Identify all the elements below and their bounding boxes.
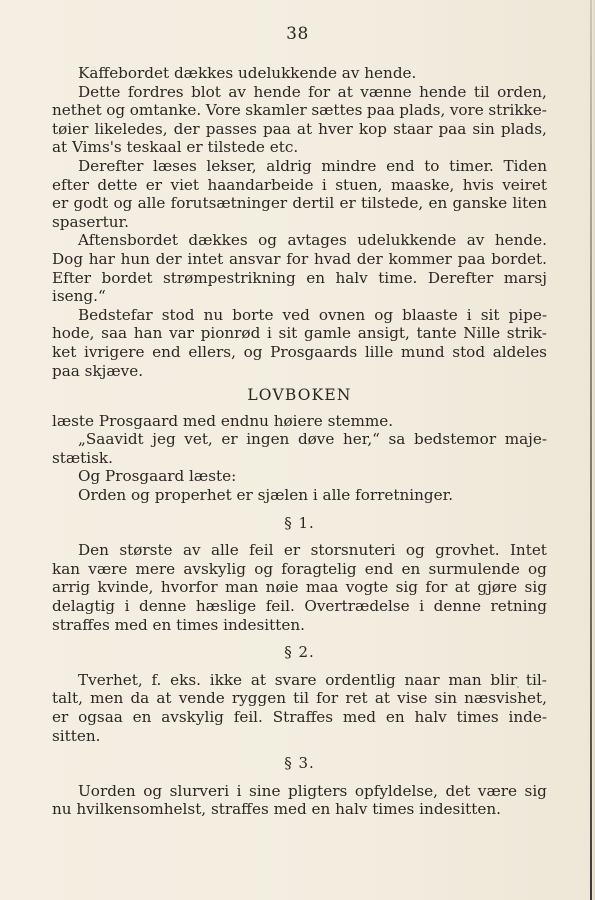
- text-block-1: [52, 64, 547, 380]
- text-line: Den største av alle feil er storsnuteri og grovhet. Intet: [78, 541, 547, 560]
- page-number: 38: [286, 24, 309, 44]
- text-block-2: [52, 412, 547, 505]
- text-line: at Vims's teskaal er tilstede etc.: [52, 138, 299, 157]
- text-line: straffes med en times indesitten.: [52, 615, 305, 634]
- text-line: er ogsaa en avskylig feil. Straffes med en halv times inde-: [52, 708, 547, 726]
- text-line: tøier likeledes, der passes paa at hver kop staar paa sin plads,: [52, 119, 547, 138]
- text-line: kan være mere avskylig og foragtelig end en surmulende og: [52, 559, 547, 578]
- body-text: [52, 64, 547, 819]
- paragraph-mark-3: § 3.: [284, 754, 315, 773]
- text-line: arrig kvinde, hvorfor man nøie maa vogte sig for at gjøre sig: [52, 578, 547, 597]
- text-line: Bedstefar stod nu borte ved ovnen og blaaste i sit pipe-: [78, 305, 547, 324]
- text-line: spasertur.: [52, 212, 129, 231]
- text-line: Orden og properhet er sjælen i alle forretninger.: [78, 486, 454, 505]
- paragraph-mark-2: § 2.: [284, 643, 315, 662]
- paragraph-mark-1: § 1.: [284, 513, 315, 532]
- text-line: nethet og omtanke. Vore skamler sættes paa plads, vore strikke-: [52, 101, 547, 120]
- paragraph-1-text: [52, 541, 547, 634]
- text-line: stætisk.: [52, 448, 113, 467]
- text-line: „Saavidt jeg vet, er ingen døve her,“ sa bedstemor maje-: [78, 430, 547, 449]
- text-line: Derefter læses lekser, aldrig mindre end to timer. Tiden: [78, 156, 547, 175]
- section-title: LOVBOKEN: [247, 386, 352, 405]
- text-line: paa skjæve.: [52, 361, 144, 380]
- text-line: talt, men da at vende ryggen til for ret at vise sin næsvishet,: [52, 689, 547, 708]
- text-line: Kaffebordet dækkes udelukkende av hende.: [78, 64, 417, 82]
- text-line: delagtig i denne hæslige feil. Overtrædelse i denne retning: [52, 597, 547, 616]
- text-line: læste Prosgaard med endnu høiere stemme.: [52, 411, 394, 430]
- paragraph-2-text: [52, 671, 547, 745]
- page-edge-shadow: [590, 0, 592, 900]
- text-line: hode, saa han var pionrød i sit gamle ansigt, tante Nille strik-: [52, 324, 547, 343]
- text-line: Uorden og slurveri i sine pligters opfyldelse, det være sig: [78, 781, 547, 800]
- text-line: Efter bordet strømpestrikning en halv time. Derefter marsj: [52, 268, 547, 287]
- text-line: Tverhet, f. eks. ikke at svare ordentlig naar man blir til-: [78, 670, 547, 689]
- paragraph-3-text: [52, 782, 547, 819]
- text-line: ket ivrigere end ellers, og Prosgaards lille mund stod aldeles: [52, 342, 547, 361]
- text-line: efter dette er viet haandarbeide i stuen, maaske, hvis veiret: [52, 175, 547, 194]
- text-line: nu hvilkensomhelst, straffes med en halv times indesitten.: [52, 800, 501, 819]
- text-line: Dette fordres blot av hende for at vænne hende til orden,: [78, 82, 547, 101]
- text-line: sitten.: [52, 726, 101, 745]
- text-line: Og Prosgaard læste:: [78, 467, 237, 486]
- text-line: er godt og alle forutsætninger dertil er tilstede, en ganske liten: [52, 194, 547, 213]
- text-line: Dog har hun der intet ansvar for hvad der kommer paa bordet.: [52, 249, 547, 268]
- paper-speck: [517, 686, 519, 688]
- text-line: iseng.“: [52, 287, 106, 306]
- text-line: Aftensbordet dækkes og avtages udelukkende av hende.: [78, 231, 547, 250]
